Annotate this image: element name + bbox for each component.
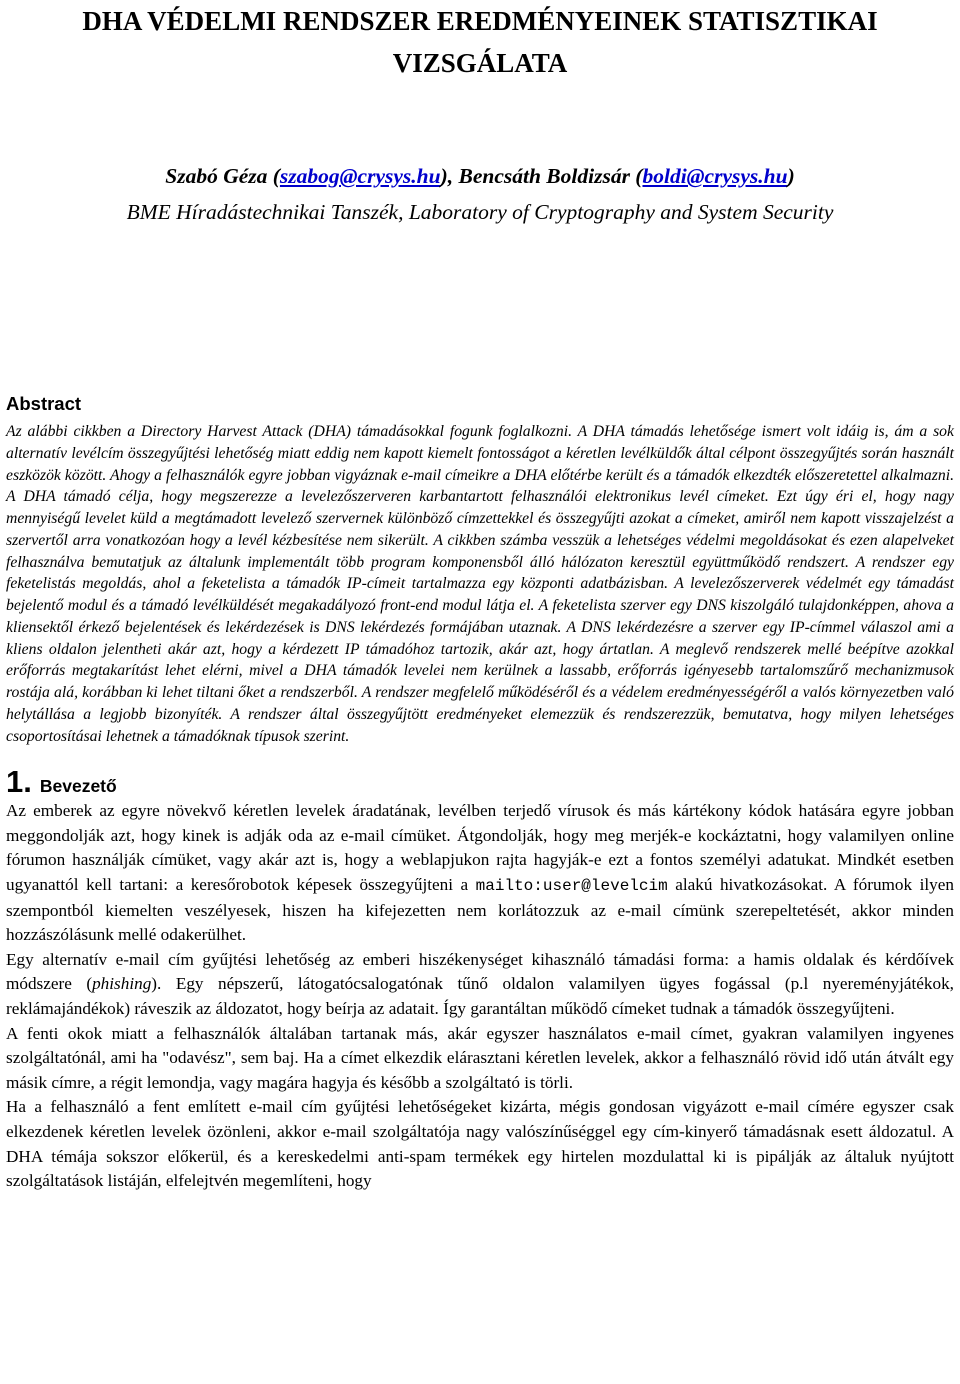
paragraph-4: Ha a felhasználó a fent említett e-mail cím gyűjtési lehetőségeket kizárta, mégis gondosan vigyázott e-mail címére egyszer csak elkezdenek kéretlen levelek özönleni, akkor e-mail szolgáltatója nagy valószínűséggel egy cím-kinyerő támadásnak esett áldozatul. A DHA témája sokszor előkerül, és a kereskedelmi anti-spam termékek egy hirtelen mozdulattal ki is pipálják az általuk nyújtott szolgáltatások listáján, elfelejtvén megemlíteni, hogy xyxy=(6,1097,954,1191)
mailto-code: mailto:user@levelcim xyxy=(475,877,668,896)
author-2-email-link[interactable]: boldi@crysys.hu xyxy=(642,164,788,188)
paragraph-2-part-a: Egy alternatív e-mail cím gyűjtési lehetőség az emberi hiszékenységet kihasználó támadási forma: a hamis oldalak és kérdőívek módszere ( xyxy=(6,949,954,994)
author-line-end: ) xyxy=(787,164,795,188)
section-number: 1. xyxy=(6,764,32,800)
paper-title: DHA VÉDELMI RENDSZER EREDMÉNYEINEK STATISZTIKAI VIZSGÁLATA xyxy=(82,6,878,78)
author-1-email-link[interactable]: szabog@crysys.hu xyxy=(279,164,441,188)
paragraph-1 xyxy=(6,799,954,948)
paragraph-2 xyxy=(6,948,954,1022)
section-heading xyxy=(6,765,954,799)
paragraph-3: A fenti okok miatt a felhasználók általában tartanak más, akár egyszer használatos e-mail címet, gyakran valamilyen ingyenes szolgáltatónál, ami ha "odavész", sem baj. Ha a címet elkezdik elárasztani kéretlen levelek, akkor a felhasználó rövid idő után átvált egy másik címre, a régit lemondja, vagy magára hagyja és később a szolgáltató is törli. xyxy=(6,1023,954,1092)
section-body xyxy=(6,799,954,1194)
affiliation: BME Híradástechnikai Tanszék, Laboratory of Cryptography and System Security xyxy=(126,200,834,224)
author-2-name: ), Bencsáth Boldizsár ( xyxy=(440,164,643,188)
abstract-heading: Abstract xyxy=(6,393,82,414)
paragraph-1-part-b: alakú hivatkozásokat. A fórumok ilyen szempontból kiemelten veszélyesek, hiszen ha kifejezetten nem korlátozzuk az e-mail címünk szerepeltetését, akkor minden hozzászólásunk mellé odakerülhet. xyxy=(6,875,954,945)
paragraph-1-part-a: Az emberek az egyre növekvő kéretlen levelek áradatának, levélben terjedő vírusok és más kártékony kódok hatására egyre jobban meggondolják azt, hogy kinek is adják oda az e-mail címüket. Átgondolják, hogy meg merjék-e kockáztatni, hogy valamilyen online fórumon használják címüket, vagy akár azt is, hogy a weblapjukon rajta hagyják-e ezt a fontos személyi adatukat. Mindkét esetben ugyanattól kell tartani: a keresőrobotok képesek összegyűjteni a xyxy=(6,801,954,895)
section-title: Bevezető xyxy=(39,776,117,797)
author-1-name: Szabó Géza ( xyxy=(165,164,280,188)
paragraph-2-part-b: ). Egy népszerű, látogatócsalogatónak tűnő oldalon valamilyen ügyes fogással (p.l nyereményjátékok, reklámajándékok) ráveszik az áldozatot, hogy beírja az adatait. Így garantáltan működő címeket tudnak a támadók összegyűjteni. xyxy=(6,974,954,1018)
author-line xyxy=(6,162,954,190)
abstract-text: Az alábbi cikkben a Directory Harvest Attack (DHA) támadásokkal fogunk foglalkozni. A DHA támadás lehetősége ismert volt idáig is, ám a sok alternatív levélcím összegyűjtési lehetőség miatt eddig nem kapott kiemelt fontosságot a kéretlen levélküldők által célpont összegyűjtés során használt eszközök között. Ahogy a felhasználók egyre jobban vigyáznak e-mail címeikre a DHA előtérbe került és a támadók elkezdték előszeretettel alkalmazni. A DHA támadó célja, hogy megszerezze a levelezőszerveren karbantartott felhasználói elektronikus levél címeket. Ezt úgy éri el, hogy nagy mennyiségű levelet küld a megtámadott levelező szervernek különböző címzettekkel és összegyűjti azokat a címeket, amiről nem kapott visszajelzést a szervertől arra vonatkozóan hogy a levél kézbesítése nem sikerült. A cikkben számba vesszük a lehetséges védelmi megoldásokat és ezen alapelveket felhasználva bemutatjuk az általunk implementált több program komponensből álló hálózaton keresztül együttműködő rendszert. A rendszer egy feketelistás megoldás, ahol a feketelista a támadók IP-címeit tartalmazza egy központi adatbázisban. A levelezőszerverek védelmét egy támadást bejelentő modul és a támadó levélküldését megakadályozó front-end modul látja el. A feketelista szerver egy DNS kiszolgáló tulajdonképpen, ahova a kliensektől érkező bejelentések és lekérdezések is DNS lekérdezés formájában utaznak. A DNS lekérdezésre a szerver egy IP-címmel válaszol ami a kliens oldalon jelentheti akár azt, hogy a kérdezett IP támadóhoz tartozik, akár azt, hogy ártatlan. A meglevő rendszerek mellé beépítve azokkal erőforrás megtakarítást lehet elérni, mivel a DHA támadók levelei nem kerülnek a lassabb, erőforrás igényesebb tartalomszűrő mechanizmusok rostája alá, korábban ki lehet tiltani őket a rendszerből. A rendszer megfelelő működéséről és a védelem eredményességéről a valós környezetben való helytállása a legjobb bizonyíték. A rendszer által összegyűjtött eredményeket elemezzük és rendszerezzük, bemutatva, hogy milyen lehetséges csoportosításai lehetnek a támadóknak típusok szerint. xyxy=(6,423,954,745)
phishing-term: phishing xyxy=(92,974,152,994)
